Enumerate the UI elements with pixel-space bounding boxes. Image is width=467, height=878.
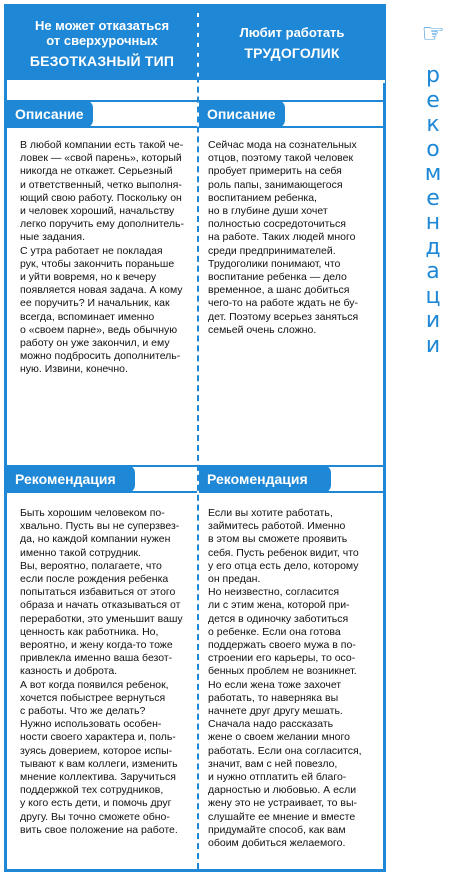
header-title: ТРУДОГОЛИК	[244, 45, 340, 61]
section-title-description: Описание	[199, 100, 285, 128]
column-header-left	[7, 7, 197, 83]
vertical-letter: и	[425, 332, 441, 358]
pointing-hand-icon: ☞	[421, 18, 445, 48]
vertical-letter: м	[424, 161, 442, 186]
section-title-recommendation: Рекомендация	[7, 465, 135, 493]
side-label	[408, 18, 458, 358]
vertical-letter: к	[426, 112, 440, 137]
vertical-letter: е	[426, 87, 440, 113]
vertical-letter: а	[426, 259, 440, 284]
header-title: БЕЗОТКАЗНЫЙ ТИП	[29, 52, 175, 69]
section-title-recommendation: Рекомендация	[199, 465, 331, 493]
vertical-word	[425, 64, 442, 358]
column-right	[197, 7, 385, 869]
vertical-letter: д	[425, 234, 441, 260]
column-left	[7, 7, 197, 869]
vertical-letter: ц	[425, 283, 441, 309]
vertical-letter: и	[425, 308, 441, 333]
recommendation-text: Быть хорошим человеком по- хвально. Пусть вы не суперзвез- да, но каждой компании нужен именно такой сотрудник. Вы, вероятно, полагаете, что если после рождения ребенка попытаться избавиться от этого образа и начать отказываться от переработки, это уменьшит вашу ценность как работника. Но, вероятно, и жену когда-то тоже привлекла именно ваша безот- казность и доброта. А вот когда появился ребенок, хочется побыстрее вернуться с работы. Что же делать? Нужно использовать особен- ности своего характера и, поль- зуясь доверием, которое испы- тывают к вам коллеги, изменить мнение коллектива. Заручиться поддержкой тех сотрудников, у кого есть дети, и помочь друг другу. Вы точно сможете обно- вить свое положение на работе.	[20, 507, 183, 836]
description-text: В любой компании есть такой че- ловек — «свой парень», который никогда не откажет. Серьезный и ответственный, четко выполня- ющий свою работу. Поскольку он и человек хороший, начальству легко поручить ему дополнитель- ные задания. С утра работает не покладая рук, чтобы закончить пораньше и уйти вовремя, но к вечеру появляется новая задача. А кому ее поручить? И начальник, как всегда, вспоминает именно o «своем парне», ведь обычную работу он уже закончил, и ему можно подбросить дополнитель- ную. Извини, конечно.	[20, 139, 184, 376]
vertical-letter: о	[426, 136, 440, 162]
header-subtitle: Не может отказаться от сверхурочных	[34, 17, 170, 48]
description-text: Сейчас мода на сознательных отцов, поэтому такой человек пробует примерить на себя роль папы, занимающегося воспитанием ребенка, но в глубине души хочет полностью сосредоточиться на работе. Таких людей много среди предпринимателей. Трудоголики понимают, что воспитание ребенка — дело временное, а шанс добиться чего-то на работе ждать не бу- дет. Поэтому всерьез заняться семьей очень сложно.	[208, 139, 359, 336]
vertical-letter: р	[426, 63, 440, 88]
section-title-description: Описание	[7, 100, 93, 128]
header-subtitle: Любит работать	[239, 25, 345, 40]
comparison-table	[4, 4, 386, 872]
vertical-letter: н	[425, 210, 441, 235]
recommendation-text: Если вы хотите работать, займитесь работой. Именно в этом вы сможете проявить себя. Пусть ребенок видит, что у его отца есть дело, которому он предан. Но неизвестно, согласится ли с этим жена, которой при- дется в одиночку заботиться о ребенке. Если она готова поддержать своего мужа в по- строении его карьеры, то осо- бенных проблем не возникнет. Но если жена тоже захочет работать, то наверняка вы начнете друг другу мешать. Сначала надо рассказать жене о своем желании много работать. Если она согласится, значит, вам с ней повезло, и нужно отплатить ей благо- дарностью и любовью. А если жену это не устраивает, то вы- слушайте ее мнение и вместе придумайте способ, как вам обоим добиться желаемого.	[208, 507, 362, 850]
vertical-letter: е	[426, 185, 440, 211]
column-header-right	[199, 7, 385, 83]
